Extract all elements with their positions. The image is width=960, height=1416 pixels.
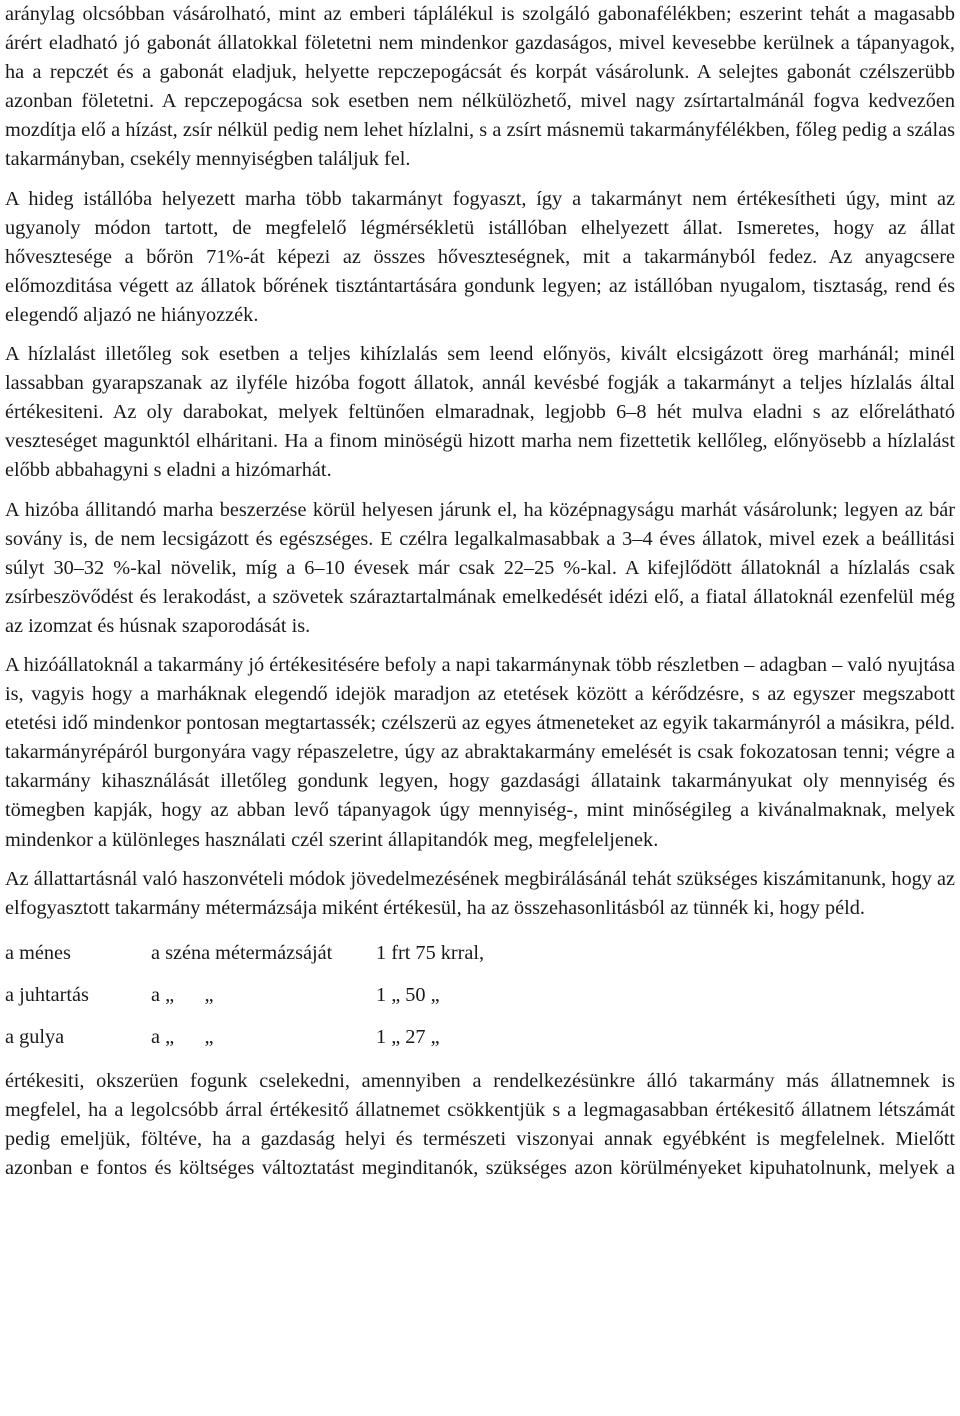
table-cell: a „ „ xyxy=(151,984,214,1007)
table-cell: a juhtartás xyxy=(5,984,89,1007)
table-row xyxy=(5,1017,676,1059)
paragraph: aránylag olcsóbban vásárolható, mint az emberi táplálékul is szolgáló gabonafélékben; eszerint tehát a magasabb árért eladható jó gabonát állatokkal föletetni nem mindenkor gazdaságos, mivel kevesebbe kerülnek a tápanyagok, ha a repczét és a gabonát eladjuk, helyette repczepogácsát és korpát vásárolunk. A selejtes gabonát czélszerübb azonban föletetni. A repczepogácsa sok esetben nem nélkülözhető, mivel nagy zsírtartalmánál fogva kedvezően mozdítja elő a hízást, zsír nélkül pedig nem lehet hízlalni, s a zsírt másnemü takarmányfélékben, főleg pedig a szálas takarmányban, csekély mennyiségben találjuk fel. xyxy=(5,3,955,171)
table-cell: a ménes xyxy=(5,942,71,965)
paragraph: A hideg istállóba helyezett marha több takarmányt fogyaszt, így a takarmányt nem értékesítheti úgy, mint az ugyanoly módon tartott, de megfelelő légmérsékletü istállóban elhelyezett állat. Ismeretes, hogy az állat hővesztesége a bőrön 71%-át képezi az összes hőveszteségnek, mit a takarmányból fedez. Az anyagcsere előmozditása végett az állatok bőrének tisztántartására gondunk legyen; az istállóban nyugalom, tisztaság, rend és elegendő aljazó ne hiányozzék. xyxy=(5,187,955,326)
table-cell: a „ „ xyxy=(151,1026,214,1049)
paragraph: Az állattartásnál való haszonvételi módok jövedelmezésének megbirálásánál tehát szükséges kiszámitanunk, hogy az elfogyasztott takarmány métermázsája miként értékesül, ha az összehasonlitásból az tünnék ki, hogy péld. xyxy=(5,867,955,919)
table-cell: 1 „ 27 „ xyxy=(376,1026,440,1049)
paragraph: A hizóállatoknál a takarmány jó értékesitésére befoly a napi takarmánynak több részletben – adagban – való nyujtása is, vagyis hogy a marháknak elegendő idejök maradjon az etetések között a kérődzésre, s az egyszer megszabott etetési idő mindenkor pontosan megtartassék; czélszerü az egyes átmeneteket az egyik takarmányról a másikra, péld. takarmányrépáról burgonyára vagy répaszeletre, úgy az abraktakarmány emelését is csak fokozatosan tenni; végre a takarmány kihasználását illetőleg gondunk legyen, hogy gazdasági állataink takarmányukat oly mennyiség és tömegben kapják, hogy az abban levő tápanyagok úgy mennyiség-, mint minőségileg a kivánalmaknak, melyek mindenkor a különleges használati czél szerint állapitandók meg, megfeleljenek. xyxy=(5,653,955,851)
paragraph: A hízlalást illetőleg sok esetben a teljes kihízlalás sem leend előnyös, kivált elcsigázott öreg marhánál; minél lassabban gyarapszanak az ilyféle hizóba fogott állatok, annál kevésbé fogják a takarmányt a teljes hízlalás által értékesiteni. Az oly darabokat, melyek feltünően elmaradnak, legjobb 6–8 hét mulva eladni s az előrelátható veszteséget magunktól elháritani. Ha a finom minöségü hizott marha nem fizettetik kellőleg, előnyösebb a hízlalást előbb abbahagyni s eladni a hizómarhát. xyxy=(5,343,955,482)
paragraph: értékesiti, okszerüen fogunk cselekedni, amennyiben a rendelkezésünkre álló takarmány más állatnemnek is megfelel, ha a legolcsóbb árral értékesitő állatnemet csökkentjük s a legmagasabban értékesitő állatnem létszámát pedig emeljük, föltéve, ha a gazdaság helyi és természeti viszonyai annak egyébként is megfelelnek. Mielőtt azonban e fontos és költséges változtatást meginditanók, szükséges azon körülményeket kipuhatolnunk, melyek a xyxy=(5,1069,955,1180)
paragraph: A hizóba állitandó marha beszerzése körül helyesen járunk el, ha középnagyságu marhát vásárolunk; legyen az bár sovány is, de nem lecsigázott és egészséges. E czélra legalkalmasabbak a 3–4 éves állatok, mivel ezek a beállitási súlyt 30–32 %-kal növelik, míg a 6–10 évesek már csak 22–25 %-kal. A kifejlődött állatoknál a hízlalás csak zsírbeszövődést és lerakodást, a szövetek száraztartalmának emelkedését idézi elő, a fiatal állatoknál ezenfelül még az izomzat és húsnak szaporodását is. xyxy=(5,498,955,637)
document-page xyxy=(5,0,955,1193)
table-row xyxy=(5,933,676,975)
price-table xyxy=(5,933,676,1059)
table-cell: 1 „ 50 „ xyxy=(376,984,440,1007)
table-cell: 1 frt 75 krral, xyxy=(376,942,485,965)
table-row xyxy=(5,975,676,1017)
table-cell: a gulya xyxy=(5,1026,65,1049)
table-cell: a széna métermázsáját xyxy=(151,942,333,965)
